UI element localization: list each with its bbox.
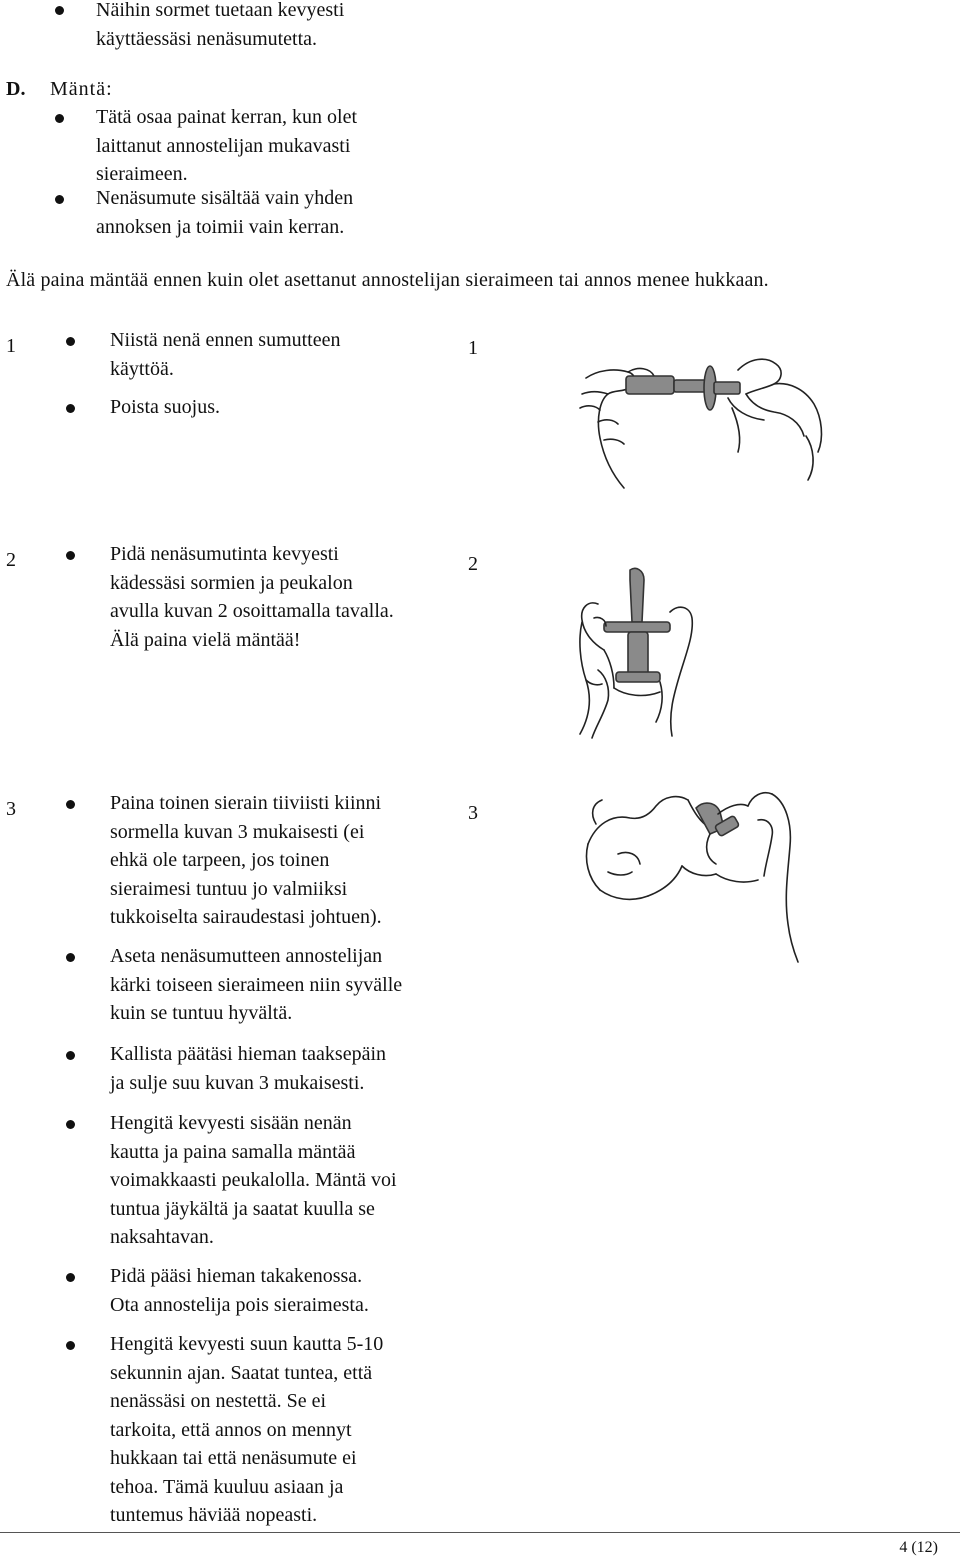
- figure-2-hold-spray-illustration: [574, 564, 704, 744]
- warning-text: Älä paina mäntää ennen kuin olet asettanut annostelijan sieraimeen tai annos menee hukkaan.: [6, 269, 769, 291]
- list-bullet: [55, 6, 64, 15]
- list-bullet: [66, 551, 75, 560]
- footer-rule: [0, 1532, 960, 1533]
- figure-1-remove-cap-illustration: [578, 348, 828, 498]
- step3-bullet-tilt-head: Kallista päätäsi hieman taaksepäin ja sulje suu kuvan 3 mukaisesti.: [110, 1043, 387, 1094]
- step3-bullet-breathe-mouth: Hengitä kevyesti suun kautta 5-10 sekunnin ajan. Saatat tuntea, että nenässäsi on nestettä. Se ei tarkoita, että annos on mennyt hukkaan tai että nenäsumute ei tehoa. Tämä kuuluu asiaan ja tuntemus häviää nopeasti.: [110, 1333, 384, 1526]
- figure-3-spray-illustration: [578, 784, 818, 964]
- step1-bullet-remove-cap: Poista suojus.: [110, 396, 221, 418]
- figure-label: 3: [468, 802, 478, 824]
- finger-note: Näihin sormet tuetaan kevyesti käyttäessäsi nenäsumutetta.: [96, 0, 345, 50]
- section-heading: Mäntä:: [50, 78, 113, 100]
- list-bullet: [66, 800, 75, 809]
- step3-bullet-remove-applicator: Pidä pääsi hieman takakenossa. Ota annostelija pois sieraimesta.: [110, 1265, 369, 1316]
- list-bullet: [66, 1341, 75, 1350]
- step2-bullet-hold: Pidä nenäsumutinta kevyesti kädessäsi sormien ja peukalon avulla kuvan 2 osoittamalla tavalla. Älä paina vielä mäntää!: [110, 543, 394, 651]
- plunger-bullet: Tätä osaa painat kerran, kun olet laittanut annostelijan mukavasti sieraimeen.: [96, 106, 357, 185]
- list-bullet: [66, 404, 75, 413]
- page-number: 4 (12): [899, 1539, 938, 1556]
- list-bullet: [66, 953, 75, 962]
- list-bullet: [55, 195, 64, 204]
- figure-label: 1: [468, 337, 478, 359]
- step3-bullet-press-plunger: Hengitä kevyesti sisään nenän kautta ja paina samalla mäntää voimakkaasti peukalolla. Mäntä voi tuntua jäykältä ja saatat kuulla se naksahtavan.: [110, 1112, 397, 1248]
- list-bullet: [66, 337, 75, 346]
- step3-bullet-insert-tip: Aseta nenäsumutteen annostelijan kärki toiseen sieraimeen niin syvälle kuin se tuntuu hyvältä.: [110, 945, 403, 1024]
- list-bullet: [66, 1273, 75, 1282]
- list-bullet: [66, 1120, 75, 1129]
- list-bullet: [55, 114, 64, 123]
- step3-bullet-close-nostril: Paina toinen sierain tiiviisti kiinni sormella kuvan 3 mukaisesti (ei ehkä ole tarpeen, jos toinen sieraimesi tuntuu jo valmiiksi tukkoiselta sairaudestasi johtuen).: [110, 792, 382, 928]
- list-bullet: [66, 1051, 75, 1060]
- step-number: 3: [6, 798, 16, 820]
- figure-label: 2: [468, 553, 478, 575]
- single-dose-bullet: Nenäsumute sisältää vain yhden annoksen ja toimii vain kerran.: [96, 187, 354, 238]
- section-letter: D.: [6, 78, 26, 100]
- step-number: 1: [6, 335, 16, 357]
- step1-bullet-blow-nose: Niistä nenä ennen sumutteen käyttöä.: [110, 329, 341, 380]
- step-number: 2: [6, 549, 16, 571]
